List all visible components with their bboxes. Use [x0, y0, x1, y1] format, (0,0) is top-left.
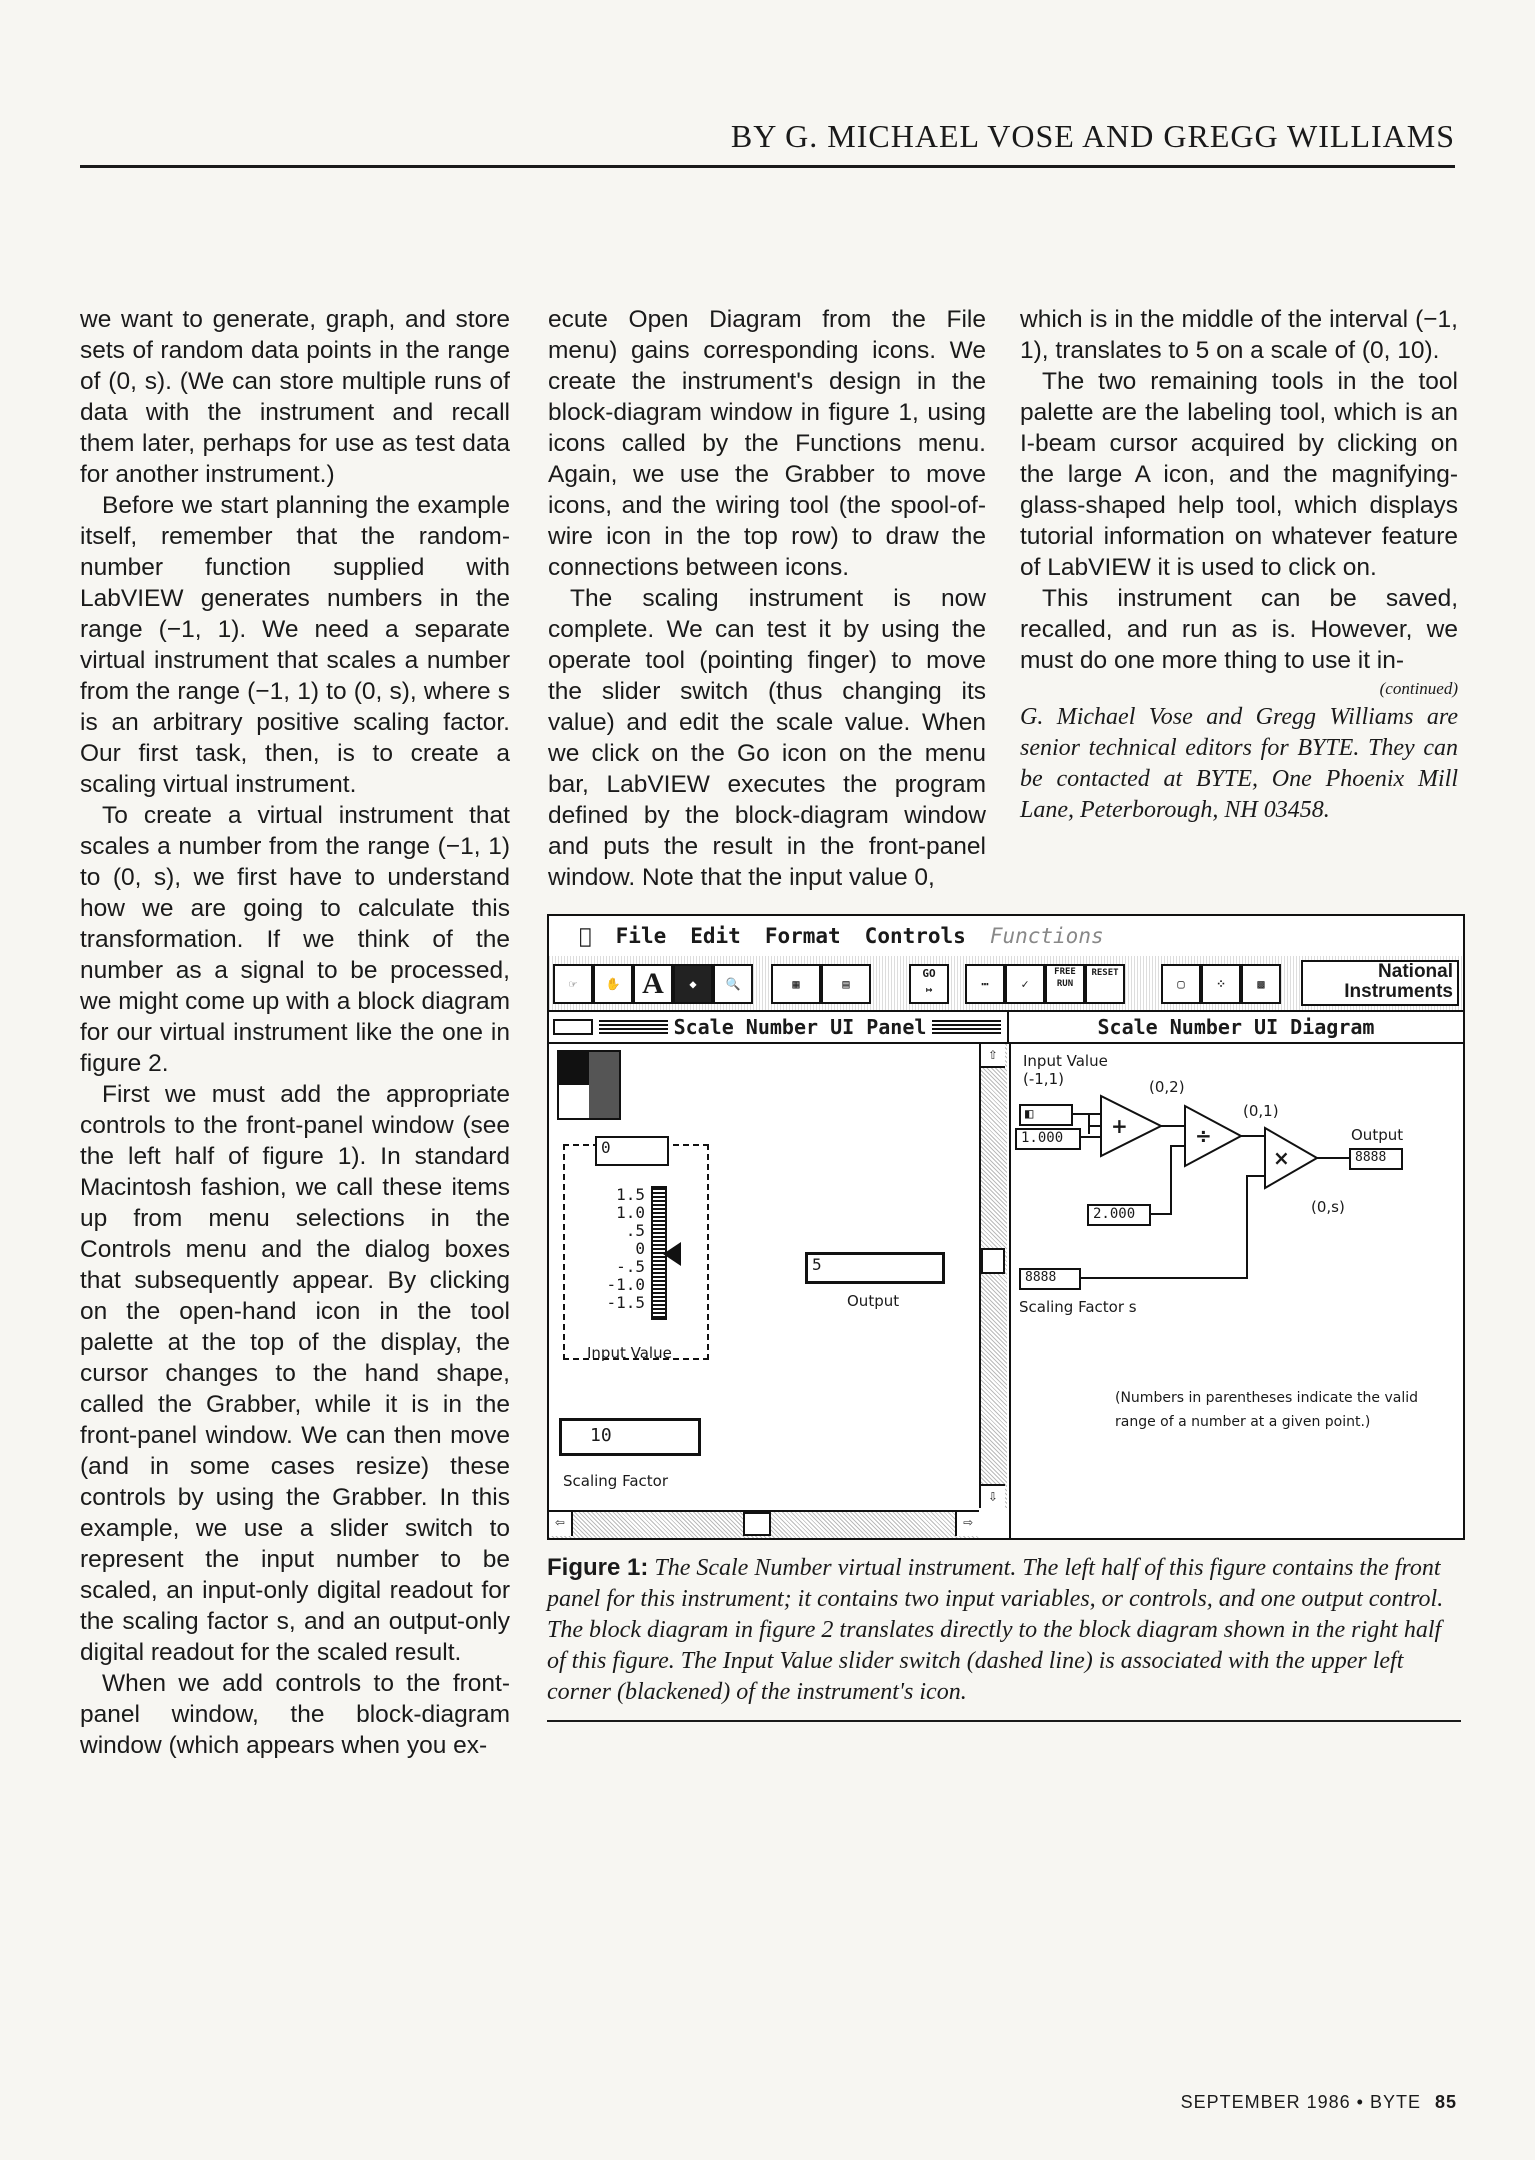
menu-edit[interactable]: Edit	[677, 924, 729, 948]
tick-label: 1.5	[616, 1185, 645, 1204]
diagram-window-title: Scale Number UI Diagram	[1097, 1015, 1375, 1039]
add-operator: +	[1111, 1114, 1128, 1138]
caption-label: Figure 1:	[547, 1554, 649, 1581]
paragraph: we want to generate, graph, and store sets of random data points in the range of (0, s). (We can store multiple runs of data with the instrument and recall them later, perhaps for use as test data for another instrument.)	[80, 306, 510, 488]
page-footer	[1000, 2092, 1457, 2113]
byline: BY G. MICHAEL VOSE AND GREGG WILLIAMS	[730, 118, 1455, 154]
horizontal-scrollbar[interactable]	[549, 1510, 979, 1538]
constant-one[interactable]: 1.000	[1015, 1128, 1081, 1150]
output-readout: 5	[805, 1252, 945, 1284]
diagram-output-label: Output	[1351, 1126, 1404, 1144]
h-scroll-thumb[interactable]	[743, 1512, 771, 1536]
icon-shade	[589, 1052, 619, 1118]
blackened-corner	[559, 1052, 589, 1085]
paragraph: The two remaining tools in the tool palette are the labeling tool, which is an I-beam cursor acquired by clicking on the large A icon, and the magnifying-glass-shaped help tool, which displays tutorial information on whatever feature of LabVIEW it is used to click on.	[1020, 368, 1458, 581]
menu-controls[interactable]: Controls	[852, 924, 954, 948]
input-range-text: (-1,1)	[1023, 1070, 1064, 1088]
paragraph: The scaling instrument is now complete. We can test it by using the operate tool (pointing finger) to move the slider switch (thus changing its value) and edit the scale value. When we click on the Go icon on the menu bar, LabVIEW executes the program defined by the block-diagram window and puts the result in the front-panel window. Note that the input value 0,	[548, 585, 986, 891]
free-run-button[interactable]: FREE RUN	[1045, 964, 1085, 1004]
range-after-add: (0,2)	[1149, 1078, 1185, 1096]
pattern-icon[interactable]: ▩	[1241, 964, 1281, 1004]
paragraph: To create a virtual instrument that scales a number from the range (−1, 1) to (0, s), we first have to understand how we are going to calculate this transformation. If we think of the number as a signal to be processed, we might come up with a block diagram for our virtual instrument like the one in figure 2.	[80, 802, 510, 1077]
menu-bar	[549, 916, 1463, 958]
range-note: (Numbers in parentheses indicate the valid range of a number at a given point.)	[1115, 1390, 1419, 1430]
scroll-left-arrow-icon[interactable]: ⇦	[549, 1512, 573, 1536]
slider-ticks	[585, 1186, 645, 1312]
author-bio: G. Michael Vose and Gregg Williams are senior technical editors for BYTE. They can be contacted at BYTE, One Phoenix Mill Lane, Peterborough, NH 03458.	[1020, 704, 1458, 823]
scroll-up-arrow-icon[interactable]: ⇧	[981, 1044, 1005, 1068]
column-2	[548, 304, 986, 893]
multiply-operator: ×	[1273, 1146, 1290, 1170]
menu-functions[interactable]: Functions	[977, 924, 1091, 948]
diagram-title-bar[interactable]	[1009, 1012, 1463, 1044]
logo-line-1: National	[1378, 961, 1453, 982]
scroll-down-arrow-icon[interactable]: ⇩	[981, 1484, 1005, 1508]
text-tool-icon[interactable]: A	[633, 964, 673, 1004]
check-icon[interactable]: ✓	[1005, 964, 1045, 1004]
paragraph: When we add controls to the front-panel window, the block-diagram window (which appears when you ex-	[80, 1670, 510, 1759]
tick-label: -.5	[616, 1257, 645, 1276]
title-stripes	[932, 1020, 1001, 1034]
tick-label: .5	[625, 1221, 645, 1240]
diagram-edge	[1011, 1044, 1013, 1538]
column-1	[80, 304, 510, 1761]
figure-caption	[547, 1552, 1461, 1722]
wiring-tool-icon[interactable]: ◆	[673, 964, 713, 1004]
paragraph: This instrument can be saved, recalled, and run as is. However, we must do one more thing to use it in-	[1020, 585, 1458, 674]
continued-note: (continued)	[1379, 679, 1458, 698]
close-box-icon[interactable]	[553, 1019, 593, 1035]
logo-line-2: Instruments	[1344, 981, 1453, 1002]
paragraph: First we must add the appropriate controls to the front-panel window (see the left half of figure 1). In standard Macintosh fashion, we call these items up from menu selections in the Controls menu and the dialog boxes that subsequently appear. By clicking on the open-hand icon in the tool palette at the top of the display, the cursor changes to the hand shape, called the Grabber, while it is in the front-panel window. We can then move (and in some cases resize) these controls by using the Grabber. In this example, we use a slider switch to represent the input number to be scaled, an input-only digital readout for the scaling factor s, and an output-only digital readout for the scaled result.	[80, 1081, 510, 1666]
divide-operator: ÷	[1195, 1124, 1212, 1148]
caption-rule	[547, 1720, 1461, 1722]
input-label-text: Input Value	[1023, 1052, 1108, 1070]
header-rule	[80, 165, 1455, 168]
title-stripes	[599, 1020, 668, 1034]
vertical-scrollbar[interactable]	[979, 1044, 1007, 1508]
panel-icon[interactable]: ▢	[1161, 964, 1201, 1004]
column-3	[1020, 304, 1458, 826]
tool-palette	[549, 956, 1463, 1012]
scaling-terminal[interactable]: 8888	[1019, 1268, 1081, 1290]
menu-file[interactable]: File	[603, 924, 654, 948]
pointing-finger-icon[interactable]: ☞	[553, 964, 593, 1004]
go-label: GO	[922, 967, 936, 980]
open-hand-icon[interactable]: ✋	[593, 964, 633, 1004]
help-magnifier-icon[interactable]: 🔍	[713, 964, 753, 1004]
caption-text: The Scale Number virtual instrument. The left half of this figure contains the front panel for this instrument; it contains two input variables, or controls, and one output control. The block diagram in figure 2 translates directly to the block diagram shown in the right half of this figure. The Input Value slider switch (dashed line) is associated with the upper left corner (blackened) of the instrument's icon.	[547, 1555, 1444, 1705]
reset-button[interactable]: RESET	[1085, 964, 1125, 1004]
national-instruments-logo	[1301, 960, 1459, 1006]
range-after-divide: (0,1)	[1243, 1102, 1279, 1120]
slider-thumb[interactable]	[663, 1242, 681, 1266]
diagram-scaling-label: Scaling Factor s	[1019, 1298, 1137, 1316]
tick-label: -1.5	[606, 1293, 645, 1312]
front-panel-window	[549, 1044, 1009, 1538]
figure-1-screenshot	[547, 914, 1465, 1540]
input-value-label: Input Value	[587, 1344, 672, 1362]
tick-label: 1.0	[616, 1203, 645, 1222]
output-range: (0,s)	[1311, 1198, 1345, 1216]
issue-line: SEPTEMBER 1986 • BYTE	[1180, 2092, 1421, 2112]
scaling-factor-input[interactable]: 10	[559, 1418, 701, 1456]
paragraph: which is in the middle of the interval (−1, 1), translates to 5 on a scale of (0, 10).	[1020, 306, 1458, 364]
go-button[interactable]: GO ↦	[909, 964, 949, 1004]
apple-menu[interactable]	[579, 924, 592, 948]
input-slider-terminal[interactable]: ◧	[1019, 1104, 1073, 1126]
step-icon[interactable]: ⋯	[965, 964, 1005, 1004]
block-diagram-window	[1009, 1044, 1465, 1538]
tick-label: -1.0	[606, 1275, 645, 1294]
menu-format[interactable]: Format	[752, 924, 829, 948]
slider-value-readout[interactable]: 0	[595, 1136, 669, 1166]
diagram-wires	[1011, 1044, 1465, 1538]
constant-two[interactable]: 2.000	[1087, 1204, 1151, 1226]
paragraph: ecute Open Diagram from the File menu) gains corresponding icons. We create the instrument's design in the block-diagram window in figure 1, using icons called by the Functions menu. Again, we use the Grabber to move icons, and the wiring tool (the spool-of-wire icon in the top row) to draw the connections between icons.	[548, 306, 986, 581]
tick-label: 0	[635, 1239, 645, 1258]
panel-grid-icon[interactable]: ▦	[771, 964, 821, 1004]
output-terminal[interactable]: 8888	[1349, 1148, 1403, 1170]
scaling-factor-label: Scaling Factor	[563, 1472, 669, 1490]
scroll-right-arrow-icon[interactable]: ⇨	[955, 1512, 979, 1536]
page-number: 85	[1434, 2092, 1457, 2112]
panel-title-bar[interactable]	[549, 1012, 1009, 1044]
instrument-icon[interactable]	[557, 1050, 621, 1120]
paragraph: Before we start planning the example itself, remember that the random-number function supplied with LabVIEW generates numbers in the range (−1, 1). We need a separate virtual instrument that scales a number from the range (−1, 1) to (0, s), where s is an arbitrary positive scaling factor. Our first task, then, is to create a scaling virtual instrument.	[80, 492, 510, 798]
input-value-control-group	[563, 1138, 709, 1362]
dots-icon[interactable]: ⁘	[1201, 964, 1241, 1004]
panel-window-title: Scale Number UI Panel	[673, 1015, 927, 1039]
diagram-input-label	[1023, 1052, 1108, 1088]
output-label: Output	[847, 1292, 900, 1310]
scroll-thumb[interactable]	[981, 1248, 1005, 1274]
diagram-grid-icon[interactable]: ▤	[821, 964, 871, 1004]
